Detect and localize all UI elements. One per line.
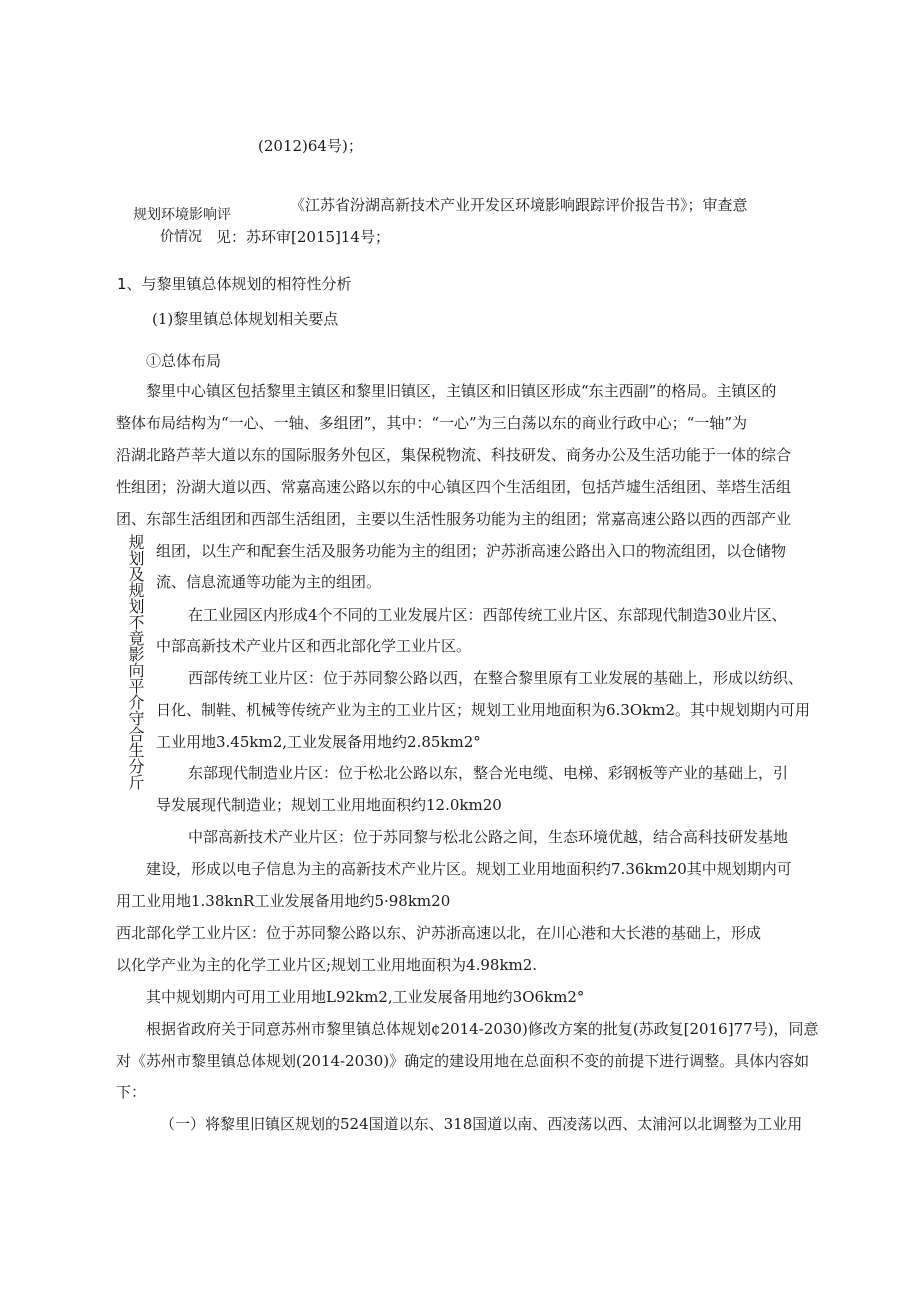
- section-subheading: (1)黎里镇总体规划相关要点: [152, 310, 339, 328]
- review-opinion: 见：苏环审[2015]14号；: [216, 228, 390, 246]
- paragraph-line: 西部传统工业片区：位于苏同黎公路以西，在整合黎里原有工业发展的基础上，形成以纺织、: [188, 669, 804, 687]
- paragraph-line: 以化学产业为主的化学工业片区;规划工业用地面积为4.98km2.: [116, 956, 538, 974]
- paragraph-line: 西北部化学工业片区：位于苏同黎公路以东、沪苏浙高速以北，在川心港和大长港的基础上，形成: [116, 924, 762, 942]
- paragraph-line: 其中规划期内可用工业用地L92km2,工业发展备用地约3O6km2°: [146, 988, 585, 1006]
- paragraph-line: 流、信息流通等功能为主的组团。: [156, 573, 382, 591]
- paragraph-line: 整体布局结构为“一心、一轴、多组团”，其中：“一心”为三白荡以东的商业行政中心；“一轴”为: [116, 414, 748, 432]
- paragraph-line: 沿湖北路芦莘大道以东的国际服务外包区，集保税物流、科技研发、商务办公及生活功能于一体的综合: [116, 446, 792, 464]
- report-title: 《江苏省汾湖高新技术产业开发区环境影响跟踪评价报告书》；审查意: [290, 196, 748, 214]
- paragraph-line: 黎里中心镇区包括黎里主镇区和黎里旧镇区，主镇区和旧镇区形成“东主西副”的格局。主镇区的: [146, 382, 777, 400]
- paragraph-line: 组团，以生产和配套生活及服务功能为主的组团；沪苏浙高速公路出入口的物流组团，以仓储物: [156, 542, 787, 560]
- paragraph-line: 根据省政府关于同意苏州市黎里镇总体规划¢2014-2030)修改方案的批复(苏政复[2016]77号)，同意: [146, 1020, 819, 1038]
- side-column-label: 规划及规划不竟影向平介守合生分斤: [126, 534, 145, 790]
- paragraph-line: （一）将黎里旧镇区规划的524国道以东、318国道以南、西凌荡以西、太浦河以北调整为工业用: [160, 1115, 803, 1133]
- paragraph-line: 用工业用地1.38knR工业发展备用地约5·98km20: [116, 892, 451, 910]
- paragraph-line: 导发展现代制造业；规划工业用地面积约12.0km20: [156, 796, 502, 814]
- paragraph-line: 在工业园区内形成4个不同的工业发展片区：西部传统工业片区、东部现代制造30业片区、: [188, 606, 787, 624]
- paragraph-line: 中部高新技术产业片区：位于苏同黎与松北公路之间，生态环境优越，结合高科技研发基地: [188, 828, 789, 846]
- item-overall-layout: ①总体布局: [146, 352, 222, 370]
- paragraph-line: 工业用地3.45km2,工业发展备用地约2.85km2°: [156, 733, 481, 751]
- paragraph-line: 性组团；汾湖大道以西、常嘉高速公路以东的中心镇区四个生活组团，包括芦墟生活组团、莘塔生活组: [116, 478, 792, 496]
- paragraph-line: 东部现代制造业片区：位于松北公路以东，整合光电缆、电梯、彩钢板等产业的基础上，引: [188, 764, 789, 782]
- paragraph-line: 建设，形成以电子信息为主的高新技术产业片区。规划工业用地面积约7.36km20其中规划期内可: [146, 860, 792, 878]
- paragraph-line: 团、东部生活组团和西部生活组团，主要以生活性服务功能为主的组团；常嘉高速公路以西的西部产业: [116, 510, 792, 528]
- paragraph-line: 对《苏州市黎里镇总体规划(2014-2030)》确定的建设用地在总面积不变的前提下进行调整。具体内容如: [116, 1052, 810, 1070]
- row-label-line-1: 规划环境影响评: [133, 207, 231, 223]
- section-heading: 1、与黎里镇总体规划的相符性分析: [117, 275, 352, 293]
- paragraph-line: 下：: [116, 1083, 147, 1101]
- paragraph-line: 日化、制鞋、机械等传统产业为主的工业片区；规划工业用地面积为6.3Okm2。其中规划期内可用: [156, 701, 811, 719]
- paragraph-line: 中部高新技术产业片区和西北部化学工业片区。: [156, 637, 472, 655]
- document-reference: (2012)64号)；: [258, 137, 363, 155]
- row-label-line-2: 价情况: [160, 229, 202, 245]
